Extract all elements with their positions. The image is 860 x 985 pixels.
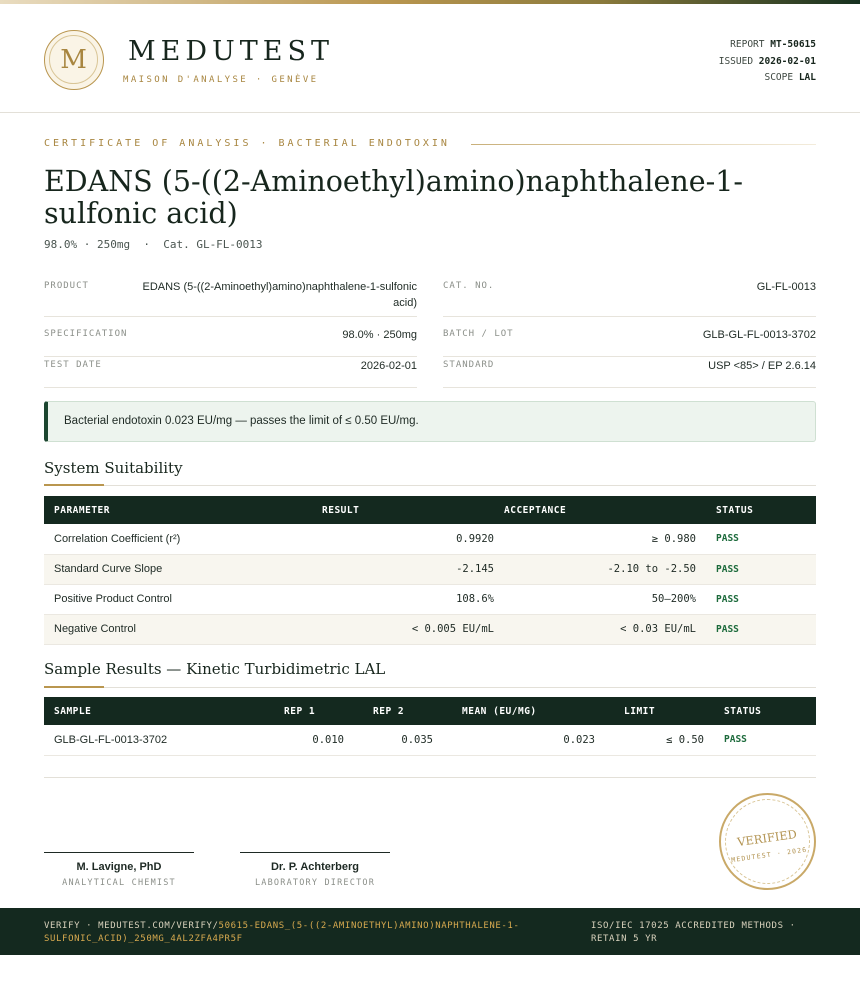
brand-name: MEDUTEST [128,36,334,67]
report-meta [719,37,816,87]
sample-rep1: 0.010 [244,725,354,755]
medutest-logo [44,30,104,90]
status-badge: PASS [706,524,816,554]
param-result: 108.6% [264,584,504,614]
pass-notice-text: Bacterial endotoxin 0.023 EU/mg — passes the limit of ≤ 0.50 EU/mg. [64,415,419,427]
seal-graphic [721,795,814,888]
status-badge: PASS [706,554,816,584]
system-suitability-table [44,496,816,645]
status-badge: PASS [706,614,816,644]
sample-mean: 0.023 [443,725,605,755]
param-name: Standard Curve Slope [44,554,264,584]
seal-ring-text: MEDUTEST · 2026 [730,845,808,865]
meta-report [719,37,816,54]
param-result: < 0.005 EU/mL [264,614,504,644]
field-specification-value: 98.0% · 250mg [342,329,417,341]
pass-notice [44,401,816,442]
status-badge: PASS [714,725,816,755]
system-suitability-title: System Suitability [44,459,183,477]
meta-scope [719,70,816,87]
signature-line-1 [44,852,194,853]
table-header-row [44,697,816,725]
param-acceptance: -2.10 to -2.50 [504,554,706,584]
field-batch-lot-label: BATCH / LOT [443,329,514,339]
col-parameter: PARAMETER [44,496,264,524]
table-row [44,524,816,554]
col-rep2: REP 2 [354,697,443,725]
table-row [44,554,816,584]
field-batch-lot [443,326,816,357]
meta-scope-value: LAL [798,72,816,83]
field-product-label: PRODUCT [44,281,89,291]
col-acceptance: ACCEPTANCE [504,496,706,524]
meta-scope-label: SCOPE [764,72,794,83]
param-name: Correlation Coefficient (r²) [44,524,264,554]
accreditation-text: ISO/IEC 17025 ACCREDITED METHODS · RETAIN 5 YR [591,921,796,944]
seal-main-text: VERIFIED [736,826,798,850]
product-title: EDANS (5-((2-Aminoethyl)amino)naphthalene-1-sulfonic acid) [44,165,743,230]
sample-limit: ≤ 0.50 [605,725,714,755]
field-cat-no-label: CAT. NO. [443,281,495,291]
col-status: STATUS [714,697,816,725]
brand-tagline: MAISON D'ANALYSE · GENÈVE [123,75,319,85]
field-product [44,278,417,317]
field-batch-lot-value: GLB-GL-FL-0013-3702 [702,329,816,341]
param-name: Negative Control [44,614,264,644]
verify-text [44,920,544,945]
field-cat-no-value: GL-FL-0013 [756,281,816,293]
sample-results-accent [44,686,104,688]
meta-issued-label: ISSUED [718,55,754,67]
eyebrow-divider [471,144,816,145]
signature-divider [44,777,816,778]
col-mean: MEAN (EU/MG) [443,697,605,725]
col-sample: SAMPLE [44,697,244,725]
col-result: RESULT [264,496,504,524]
col-status: STATUS [706,496,816,524]
field-standard-value: USP <85> / EP 2.6.14 [708,360,816,372]
param-acceptance: < 0.03 EU/mL [504,614,706,644]
field-cat-no [443,278,816,317]
meta-issued-value: 2026-02-01 [758,55,816,67]
field-product-value: EDANS (5-((2-Aminoethyl)amino)naphthalene-1-sulfonic acid) [142,281,417,309]
field-standard-label: STANDARD [443,360,495,370]
verification-footer [0,908,860,955]
field-specification-label: SPECIFICATION [44,329,128,339]
verify-prefix: VERIFY · MEDUTEST.COM/VERIFY/ [44,921,219,931]
param-name: Positive Product Control [44,584,264,614]
field-test-date [44,357,417,388]
verified-seal [719,793,816,890]
sample-id: GLB-GL-FL-0013-3702 [44,725,244,755]
field-specification [44,326,417,357]
certificate-eyebrow: CERTIFICATE OF ANALYSIS · BACTERIAL ENDOTOXIN [44,138,450,149]
param-result: -2.145 [264,554,504,584]
sample-rep2: 0.035 [354,725,443,755]
system-suitability-rule [44,485,816,486]
table-row [44,614,816,644]
logo-letter: M [49,35,98,84]
status-badge: PASS [706,584,816,614]
signatory-2-role: LABORATORY DIRECTOR [254,878,376,888]
meta-issued [719,54,816,71]
field-test-date-value: 2026-02-01 [360,360,417,372]
col-limit: LIMIT [605,697,714,725]
col-rep1: REP 1 [244,697,354,725]
param-acceptance: 50–200% [504,584,706,614]
table-header-row [44,496,816,524]
meta-report-label: REPORT [730,39,765,50]
field-test-date-label: TEST DATE [44,360,102,370]
param-result: 0.9920 [264,524,504,554]
field-standard [443,357,816,388]
verify-link[interactable]: 50615-EDANS_(5-((2-AMINOETHYL)AMINO)NAPHTHALENE-1-SULFONIC_ACID)_250MG_4AL2ZFA4PR5F [44,921,520,944]
sample-results-title: Sample Results — Kinetic Turbidimetric LAL [44,660,386,678]
system-suitability-accent [44,484,104,486]
sample-results-rule [44,687,816,688]
table-row [44,584,816,614]
signatory-1-name: M. Lavigne, PhD [76,861,162,873]
sample-results-table [44,697,816,756]
signatory-2-name: Dr. P. Achterberg [270,861,360,873]
signature-line-2 [240,852,390,853]
meta-report-value: MT-50615 [770,39,816,50]
param-acceptance: ≥ 0.980 [504,524,706,554]
table-row [44,725,816,755]
signatory-1-role: ANALYTICAL CHEMIST [62,878,176,888]
report-header [0,4,860,113]
product-subtitle: 98.0% · 250mg · Cat. GL-FL-0013 [44,238,263,251]
